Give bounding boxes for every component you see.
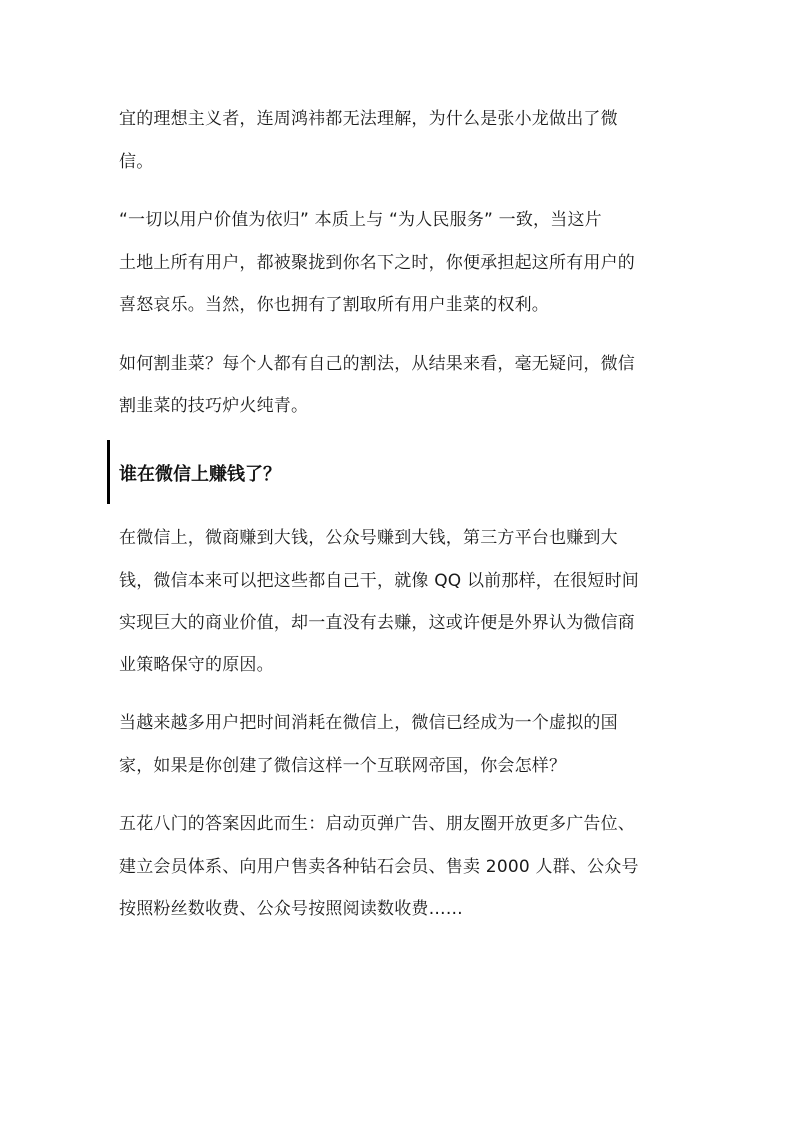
- paragraph-4-line-1: 在微信上，微商赚到大钱，公众号赚到大钱，第三方平台也赚到大: [119, 528, 618, 548]
- paragraph-4-line-4: 业策略保守的原因。: [119, 655, 274, 675]
- paragraph-4-line-2: 钱，微信本来可以把这些都自己干，就像 QQ 以前那样，在很短时间: [119, 571, 639, 591]
- paragraph-1-line-1: 宜的理想主义者，连周鸿祎都无法理解，为什么是张小龙做出了微: [119, 109, 618, 129]
- paragraph-5-line-1: 当越来越多用户把时间消耗在微信上，微信已经成为一个虚拟的国: [119, 713, 618, 733]
- paragraph-6-line-2: 建立会员体系、向用户售卖各种钻石会员、售卖 2000 人群、公众号: [119, 857, 639, 877]
- paragraph-2-line-1: “一切以用户价值为依归” 本质上与 “为人民服务” 一致，当这片: [119, 210, 602, 230]
- paragraph-2-line-2: 土地上所有用户，都被聚拢到你名下之时，你便承担起这所有用户的: [119, 253, 635, 273]
- paragraph-6-line-3: 按照粉丝数收费、公众号按照阅读数收费……: [119, 899, 463, 919]
- paragraph-6-line-1: 五花八门的答案因此而生：启动页弹广告、朋友圈开放更多广告位、: [119, 814, 635, 834]
- paragraph-2-line-3: 喜怒哀乐。当然，你也拥有了割取所有用户韭菜的权利。: [119, 295, 549, 315]
- paragraph-3-line-2: 割韭菜的技巧炉火纯青。: [119, 396, 309, 416]
- section-heading-bar: [107, 440, 110, 504]
- paragraph-1-line-2: 信。: [119, 152, 154, 172]
- paragraph-4-line-3: 实现巨大的商业价值，却一直没有去赚，这或许便是外界认为微信商: [119, 613, 635, 633]
- section-heading: 谁在微信上赚钱了？: [119, 464, 281, 485]
- paragraph-3-line-1: 如何割韭菜？每个人都有自己的割法，从结果来看，毫无疑问，微信: [119, 354, 635, 374]
- paragraph-5-line-2: 家，如果是你创建了微信这样一个互联网帝国，你会怎样？: [119, 756, 567, 776]
